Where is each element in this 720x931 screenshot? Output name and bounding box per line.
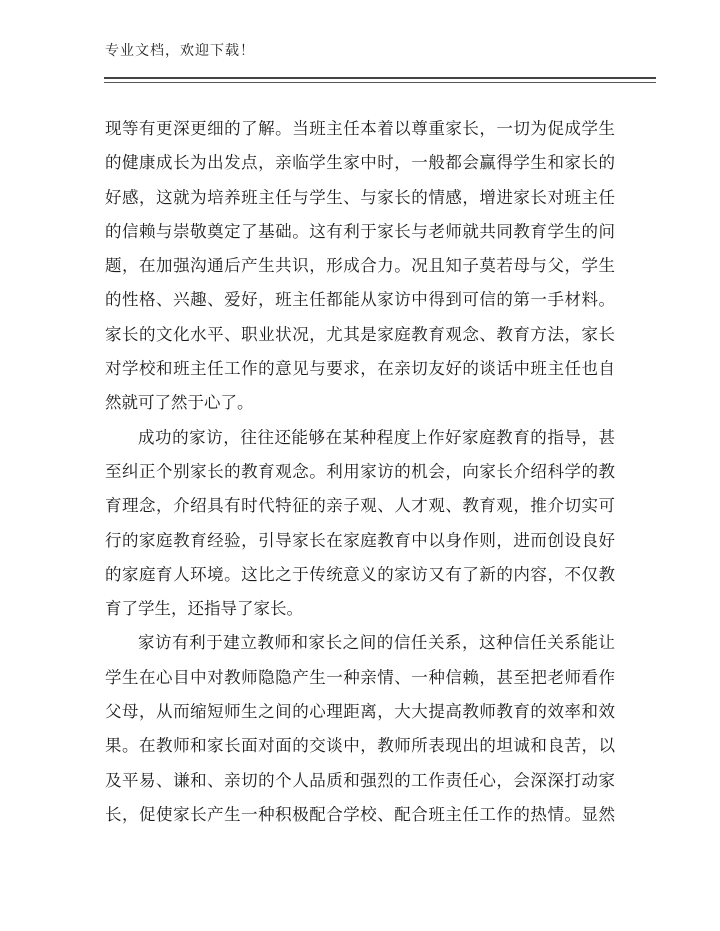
text-line: 果。在教师和家长面对面的交谈中，教师所表现出的坦诚和良苦，以 xyxy=(105,736,615,756)
text-line: 好感，这就为培养班主任与学生、与家长的情感，增进家长对班主任 xyxy=(105,187,615,207)
paragraph-first-line: 成功的家访，往往还能够在某种程度上作好家庭教育的指导，甚 xyxy=(138,427,615,447)
text-line: 现等有更深更细的了解。当班主任本着以尊重家长，一切为促成学生 xyxy=(105,119,615,138)
document-body xyxy=(105,112,615,832)
paragraph-first-line: 家访有利于建立教师和家长之间的信任关系，这种信任关系能让 xyxy=(138,633,615,653)
text-line: 父母，从而缩短师生之间的心理距离，大大提高教师教育的效率和效 xyxy=(105,702,615,722)
text-line: 育了学生，还指导了家长。 xyxy=(105,599,303,619)
text-line: 及平易、谦和、亲切的个人品质和强烈的工作责任心，会深深打动家 xyxy=(105,770,615,790)
text-line: 长，促使家长产生一种积极配合学校、配合班主任工作的热情。显然 xyxy=(105,804,615,824)
text-line: 学生在心目中对教师隐隐产生一种亲情、一种信赖，甚至把老师看作 xyxy=(105,667,615,687)
text-line: 育理念，介绍具有时代特征的亲子观、人才观、教育观，推介切实可 xyxy=(105,496,615,516)
header-divider-thin xyxy=(104,82,656,83)
page-header-title: 专业文档，欢迎下载！ xyxy=(105,43,255,59)
text-line: 题，在加强沟通后产生共识，形成合力。况且知子莫若母与父，学生 xyxy=(105,256,615,276)
text-line: 的健康成长为出发点，亲临学生家中时，一般都会赢得学生和家长的 xyxy=(105,153,615,173)
text-line: 家长的文化水平、职业状况，尤其是家庭教育观念、教育方法，家长 xyxy=(105,324,615,344)
text-line: 的性格、兴趣、爱好，班主任都能从家访中得到可信的第一手材料。 xyxy=(105,290,615,310)
text-line: 对学校和班主任工作的意见与要求，在亲切友好的谈话中班主任也自 xyxy=(105,359,615,379)
text-line: 行的家庭教育经验，引导家长在家庭教育中以身作则，进而创设良好 xyxy=(105,530,615,550)
text-line: 的信赖与崇敬奠定了基础。这有利于家长与老师就共同教育学生的问 xyxy=(105,221,615,241)
text-line: 然就可了然于心了。 xyxy=(105,393,254,413)
text-line: 至纠正个别家长的教育观念。利用家访的机会，向家长介绍科学的教 xyxy=(105,461,615,481)
header-divider-thick xyxy=(104,77,656,79)
text-line: 的家庭育人环境。这比之于传统意义的家访又有了新的内容，不仅教 xyxy=(105,564,615,584)
